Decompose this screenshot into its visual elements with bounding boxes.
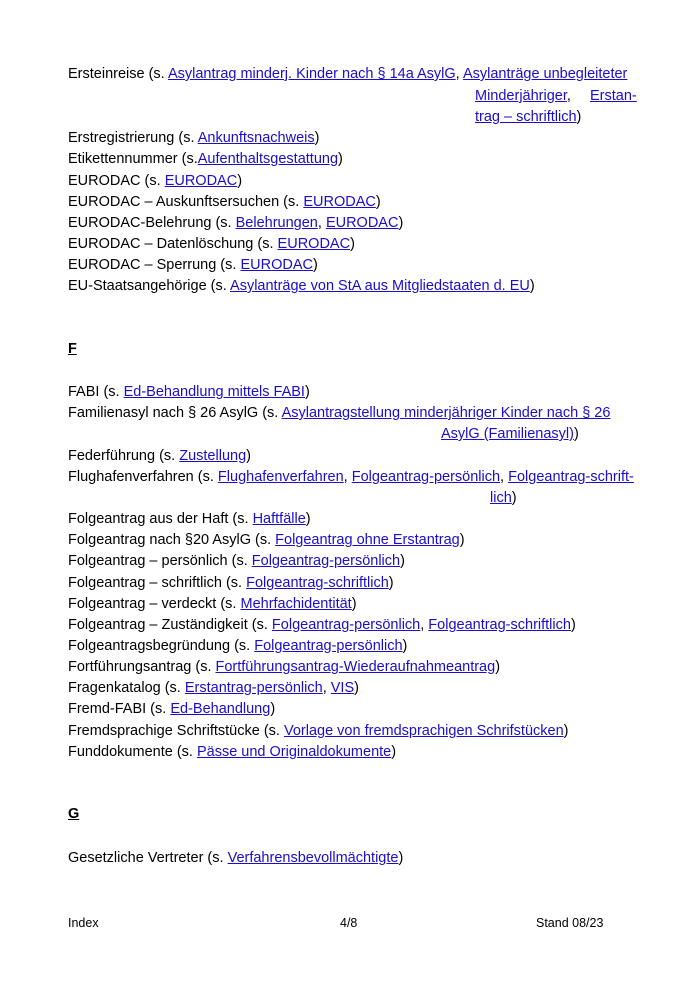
index-entry: Flughafenverfahren (s. Flughafenverfahren, Folgeantrag-persönlich, Folgeantrag-schrift-: [68, 469, 634, 485]
index-entry: FABI (s. Ed-Behandlung mittels FABI): [68, 384, 310, 400]
index-entry-continuation: Minderjähriger,: [475, 88, 571, 104]
index-entry: Erstregistrierung (s. Ankunftsnachweis): [68, 130, 320, 146]
index-entry: Funddokumente (s. Pässe und Originaldokumente): [68, 744, 397, 760]
index-link[interactable]: Flughafenverfahren: [217, 469, 344, 485]
index-entry: EURODAC-Belehrung (s. Belehrungen, EURODAC): [68, 215, 404, 231]
footer-right: Stand 08/23: [536, 916, 604, 930]
index-link[interactable]: EURODAC: [240, 257, 313, 273]
index-link[interactable]: Folgeantrag-schriftlich: [246, 575, 389, 591]
index-link[interactable]: Ankunftsnachweis: [197, 130, 315, 146]
index-entry: Fortführungsantrag (s. Fortführungsantrag-Wiederaufnahmeantrag): [68, 659, 501, 675]
index-entry: EURODAC – Auskunftsersuchen (s. EURODAC): [68, 194, 381, 210]
index-entry: Folgeantrag – persönlich (s. Folgeantrag-persönlich): [68, 553, 405, 569]
index-entry: EURODAC (s. EURODAC): [68, 173, 243, 189]
section-heading-f: F: [68, 341, 77, 357]
index-link[interactable]: Zustellung: [179, 448, 247, 464]
index-entry-continuation: [590, 86, 637, 107]
index-entry: Fremdsprachige Schriftstücke (s. Vorlage von fremdsprachigen Schrifstücken): [68, 723, 569, 739]
index-link[interactable]: EURODAC: [164, 173, 238, 189]
index-entry: Folgeantrag – Zuständigkeit (s. Folgeantrag-persönlich, Folgeantrag-schriftlich): [68, 617, 576, 633]
index-entry: EURODAC – Datenlöschung (s. EURODAC): [68, 236, 355, 252]
index-link[interactable]: Erstan-: [590, 88, 637, 104]
index-link[interactable]: Belehrungen: [235, 215, 318, 231]
index-link[interactable]: trag – schriftlich: [475, 109, 577, 125]
index-link[interactable]: VIS: [330, 680, 355, 696]
index-entry: EU-Staatsangehörige (s. Asylanträge von StA aus Mitgliedstaaten d. EU): [68, 278, 535, 294]
index-entry-continuation: trag – schriftlich): [475, 109, 582, 125]
index-entry: Gesetzliche Vertreter (s. Verfahrensbevollmächtigte): [68, 850, 404, 866]
index-entry: Etikettennummer (s.Aufenthaltsgestattung): [68, 151, 343, 167]
index-entry: Folgeantragsbegründung (s. Folgeantrag-persönlich): [68, 638, 408, 654]
index-link[interactable]: Ed-Behandlung: [170, 701, 271, 717]
index-entry: Folgeantrag – verdeckt (s. Mehrfachidentität): [68, 596, 357, 612]
page-number: 4/8: [340, 916, 358, 930]
index-entry-continuation: AsylG (Familienasyl)): [441, 426, 579, 442]
index-entry-continuation: lich): [490, 490, 517, 506]
index-link[interactable]: EURODAC: [277, 236, 351, 252]
index-link[interactable]: Folgeantrag-persönlich: [271, 617, 421, 633]
index-entry: Ersteinreise (s. Asylantrag minderj. Kinder nach § 14a AsylG, Asylanträge unbegleiteter: [68, 66, 628, 82]
index-entry: EURODAC – Sperrung (s. EURODAC): [68, 257, 318, 273]
footer-left: Index: [68, 916, 99, 930]
index-link[interactable]: Asylanträge unbegleiteter: [462, 66, 628, 82]
index-link[interactable]: Mehrfachidentität: [240, 596, 352, 612]
index-link[interactable]: Asylanträge von StA aus Mitgliedstaaten d. EU: [230, 278, 530, 294]
index-link[interactable]: Folgeantrag-persönlich: [351, 469, 501, 485]
index-entry: Fragenkatalog (s. Erstantrag-persönlich, VIS): [68, 680, 359, 696]
index-link[interactable]: Asylantrag minderj. Kinder nach § 14a AsylG: [167, 66, 456, 82]
index-link[interactable]: lich: [490, 490, 512, 506]
index-link[interactable]: Aufenthaltsgestattung: [197, 151, 339, 167]
index-link[interactable]: Haftfälle: [252, 511, 306, 527]
index-link[interactable]: Minderjähriger: [475, 88, 567, 104]
index-entry: Folgeantrag aus der Haft (s. Haftfälle): [68, 511, 311, 527]
index-link[interactable]: AsylG (Familienasyl): [441, 426, 574, 442]
index-link[interactable]: EURODAC: [325, 215, 399, 231]
index-link[interactable]: Folgeantrag ohne Erstantrag: [275, 532, 460, 548]
index-link[interactable]: Folgeantrag-persönlich: [251, 553, 401, 569]
index-link[interactable]: Folgeantrag-schriftlich: [428, 617, 571, 633]
index-link[interactable]: Fortführungsantrag-Wiederaufnahmeantrag: [215, 659, 496, 675]
index-link[interactable]: EURODAC: [303, 194, 376, 210]
index-entry: Fremd-FABI (s. Ed-Behandlung): [68, 701, 276, 717]
index-link[interactable]: Vorlage von fremdsprachigen Schrifstücken: [283, 723, 564, 739]
index-link[interactable]: Folgeantrag-persönlich: [254, 638, 403, 654]
index-link[interactable]: Folgeantrag-schrift-: [508, 469, 634, 485]
index-entry: Folgeantrag nach §20 AsylG (s. Folgeantrag ohne Erstantrag): [68, 532, 465, 548]
index-link[interactable]: Verfahrensbevollmächtigte: [227, 850, 399, 866]
section-heading-g: G: [68, 806, 80, 822]
index-entry: Federführung (s. Zustellung): [68, 448, 251, 464]
index-link[interactable]: Asylantragstellung minderjähriger Kinder nach § 26: [281, 405, 611, 421]
index-entry: Folgeantrag – schriftlich (s. Folgeantrag-schriftlich): [68, 575, 394, 591]
index-entry: Familienasyl nach § 26 AsylG (s. Asylantragstellung minderjähriger Kinder nach § 26: [68, 405, 611, 421]
index-link[interactable]: Ed-Behandlung mittels FABI: [123, 384, 305, 400]
index-link[interactable]: Pässe und Originaldokumente: [196, 744, 392, 760]
index-link[interactable]: Erstantrag-persönlich: [184, 680, 323, 696]
